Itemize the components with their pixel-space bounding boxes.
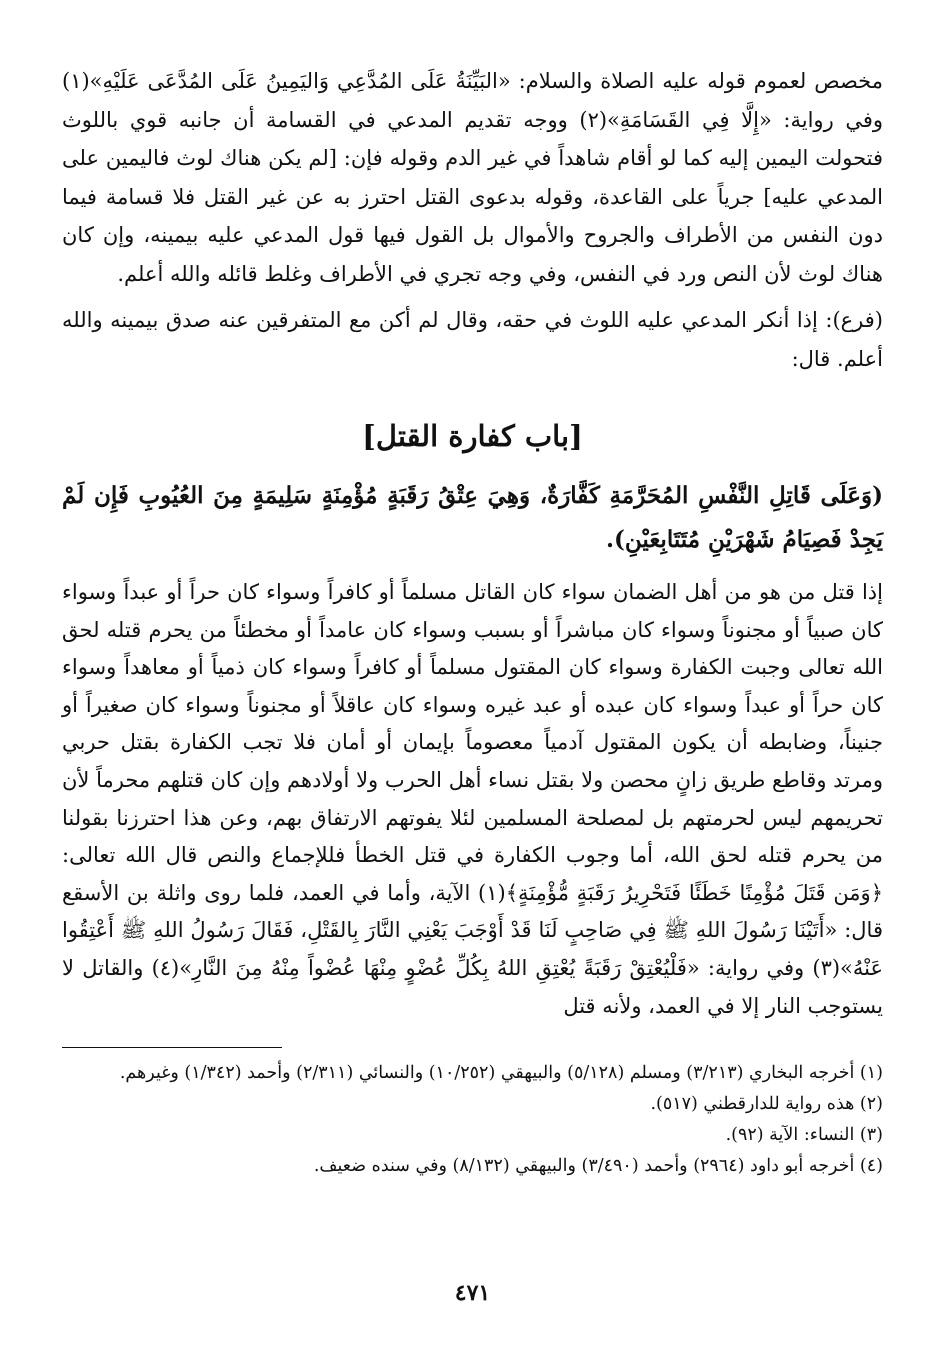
footnote-4: (٤) أخرجه أبو داود (٢٩٦٤) وأحمد (٣/٤٩٠) والبيهقي (٨/١٣٢) وفي سنده ضعيف. bbox=[313, 1156, 883, 1177]
footnote-1: (١) أخرجه البخاري (٣/٢١٣) ومسلم (٥/١٢٨) والبيهقي (١٠/٢٥٢) والنسائي (٢/٣١١) وأحمد (١/٣٤٢) وغيرهم. bbox=[119, 1063, 883, 1084]
furu-paragraph: (فرع): إذا أنكر المدعي عليه اللوث في حقه، وقال لم أكن مع المتفرقين عنه صدق بيمينه والله أعلم. قال: bbox=[62, 308, 883, 371]
footnote-3: (٣) النساء: الآية (٩٢). bbox=[725, 1125, 883, 1146]
body-paragraph: إذا قتل من هو من أهل الضمان سواء كان القاتل مسلماً أو كافراً وسواء كان حراً أو عبداً وسواء كان صبياً أو مجنوناً وسواء كان مباشراً أو بسبب وسواء كان عامداً أو مخطئاً من يحرم قتله لحق الله تعالى وجبت الكفارة وسواء كان المقتول مسلماً أو كافراً وسواء كان ذمياً أو معاهداً وسواء كان حراً أو عبداً وسواء كان عبده أو عبد غيره وسواء كان عاقلاً أو مجنوناً وسواء كان صغيراً أو جنيناً، وضابطه أن يكون المقتول آدمياً معصوماً بإيمان أو أمان فلا تجب الكفارة بقتل حربي ومرتد وقاطع طريق زانٍ محصن ولا بقتل نساء أهل الحرب ولا أولادهم وإن كان قتلهم محرماً لأن تحريمهم ليس لحرمتهم بل لمصلحة المسلمين لئلا يفوتهم الارتفاق بهم، وعن هذا احترزنا بقولنا من يحرم قتله لحق الله، أما وجوب الكفارة في قتل الخطأ فللإجماع والنص قال الله تعالى: ﴿وَمَن قَتَلَ مُؤْمِنًا خَطَئًا فَتَحْرِيرُ رَقَبَةٍ مُّؤْمِنَةٍ﴾(١) الآية، وأما في العمد، فلما روى واثلة بن الأسقع قال: «أَتَيْنَا رَسُولَ اللهِ ﷺ فِي صَاحِبٍ لَنَا قَدْ أَوْجَبَ يَعْنِي النَّارَ بِالقَتْلِ، فَقَالَ رَسُولُ اللهِ ﷺ أَعْتِقُوا عَنْهُ»(٣) وفي رواية: «فَلْيُعْتِقْ رَقَبَةً يُعْتِقِ اللهُ بِكُلِّ عُضْوٍ مِنْهَا عُضْواً مِنْهُ مِنَ النَّارِ»(٤) والقاتل لا يستوجب النار إلا في العمد، ولأنه قتل bbox=[62, 580, 884, 1018]
commentary-paragraph: مخصص لعموم قوله عليه الصلاة والسلام: «البَيِّنَةُ عَلَى المُدَّعِي وَاليَمِينُ عَلَى المُدَّعَى عَلَيْهِ»(١) وفي رواية: «إِلَّا فِي القَسَامَةِ»(٢) ووجه تقديم المدعي في القسامة أن جانبه قوي باللوث فتحولت اليمين إليه كما لو أقام شاهداً في غير الدم وقوله فإن: [لم يكن هناك لوث فاليمين على المدعي عليه] جرياً على القاعدة، وقوله بدعوى القتل احترز به عن غير القتل فلا قسامة فيما دون النفس من الأطراف والجروح والأموال بل القول فيها قول المدعي عليه بيمينه، وإن كان هناك لوث لأن النص ورد في النفس، وفي وجه تجري في الأطراف وغلط قائله والله أعلم. bbox=[62, 69, 884, 286]
matn-text: (وَعَلَى قَاتِلِ النَّفْسِ المُحَرَّمَةِ كَفَّارَةٌ، وَهِيَ عِتْقُ رَقَبَةٍ مُؤْمِنَةٍ سَلِيمَةٍ مِنَ العُيُوبِ فَإِن لَمْ يَجِدْ فَصِيَامُ شَهْرَيْنِ مُتَتَابِعَيْنِ). bbox=[62, 482, 883, 553]
footnote-2: (٢) هذه رواية للدارقطني (٥١٧). bbox=[650, 1094, 883, 1115]
chapter-heading: [باب كفارة القتل] bbox=[362, 419, 583, 453]
footnotes bbox=[62, 1058, 883, 1182]
page-number: ٤٧١ bbox=[454, 1280, 491, 1306]
footnote-divider bbox=[62, 1047, 282, 1048]
